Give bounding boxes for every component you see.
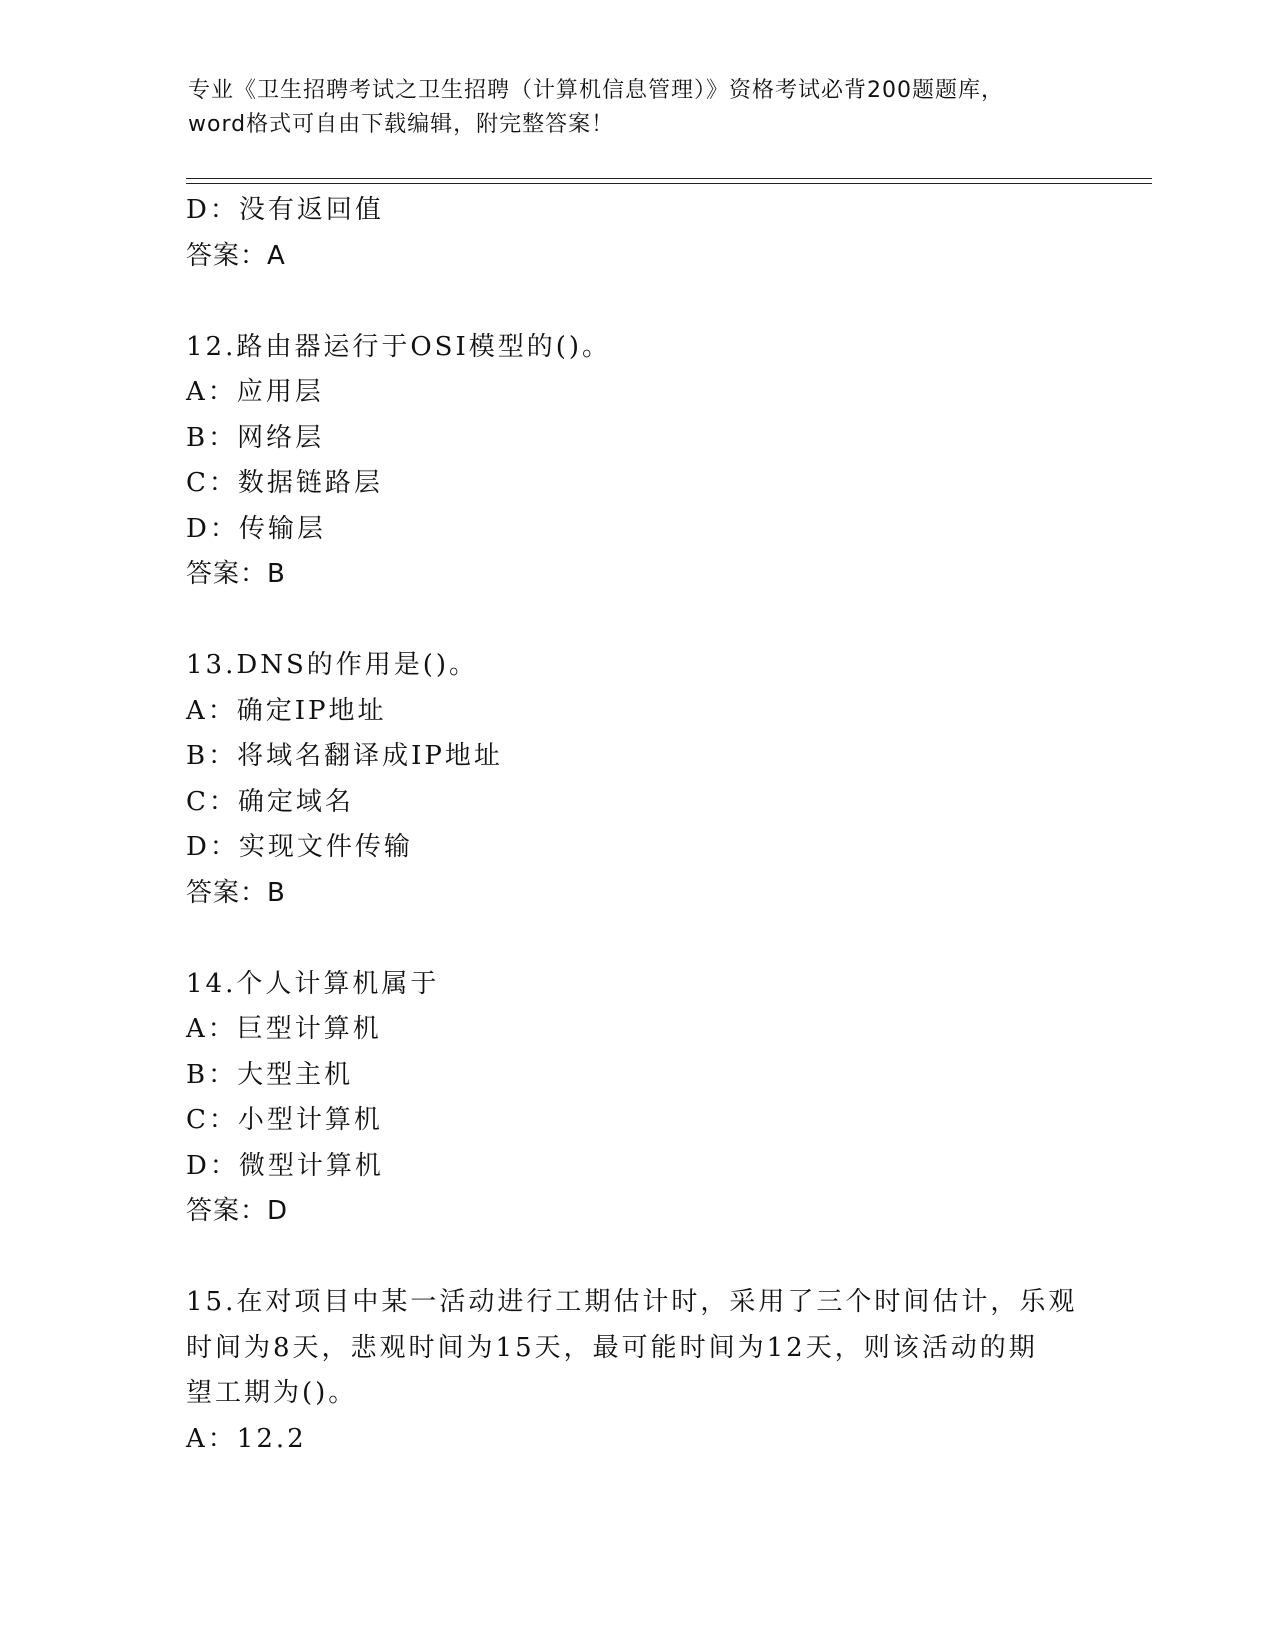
header-divider-top — [186, 178, 1152, 179]
question-14-option-d: D：微型计算机 — [186, 1150, 384, 1181]
question-13-answer: 答案：B — [186, 877, 286, 908]
question-14-option-a: A：巨型计算机 — [186, 1014, 382, 1044]
spacer — [186, 1235, 1086, 1281]
question-12-option-d: D：传输层 — [186, 513, 326, 544]
question-12-answer: 答案：B — [186, 559, 286, 589]
question-13-option-d: D：实现文件传输 — [186, 832, 413, 862]
question-list — [186, 188, 1086, 1462]
question-13-option-b: B：将域名翻译成IP地址 — [186, 741, 503, 771]
question-14-option-b: B：大型主机 — [186, 1059, 354, 1090]
question-15-stem-line-1: 15.在对项目中某一活动进行工期估计时，采用了三个时间估计，乐观 — [186, 1287, 1078, 1317]
question-12-option-b: B：网络层 — [186, 422, 325, 453]
header-line-2: word格式可自由下载编辑，附完整答案！ — [188, 112, 615, 137]
question-12-stem: 12.路由器运行于OSI模型的()。 — [186, 331, 612, 362]
document-header — [188, 74, 1088, 142]
question-12-option-a: A：应用层 — [186, 377, 324, 407]
spacer — [186, 916, 1086, 962]
question-12-option-c: C：数据链路层 — [186, 468, 383, 498]
prev-option-d: D：没有返回值 — [186, 195, 384, 225]
prev-answer: 答案：A — [186, 240, 286, 271]
question-13-option-a: A：确定IP地址 — [186, 695, 387, 726]
question-14-answer: 答案：D — [186, 1196, 289, 1226]
question-15-stem-line-3: 望工期为()。 — [186, 1378, 358, 1408]
question-14-stem: 14.个人计算机属于 — [186, 968, 440, 999]
question-13-option-c: C：确定域名 — [186, 786, 354, 817]
question-14-option-c: C：小型计算机 — [186, 1105, 383, 1135]
question-13-stem: 13.DNS的作用是()。 — [186, 650, 479, 680]
header-divider-bottom — [186, 183, 1152, 184]
question-15-option-a: A：12.2 — [186, 1423, 307, 1454]
question-15-stem — [186, 1280, 1078, 1417]
spacer — [186, 279, 1086, 325]
spacer — [186, 598, 1086, 644]
header-line-1: 专业《卫生招聘考试之卫生招聘（计算机信息管理）》资格考试必背200题题库， — [188, 78, 1004, 103]
question-15-stem-line-2: 时间为8天，悲观时间为15天，最可能时间为12天，则该活动的期 — [186, 1332, 1038, 1363]
